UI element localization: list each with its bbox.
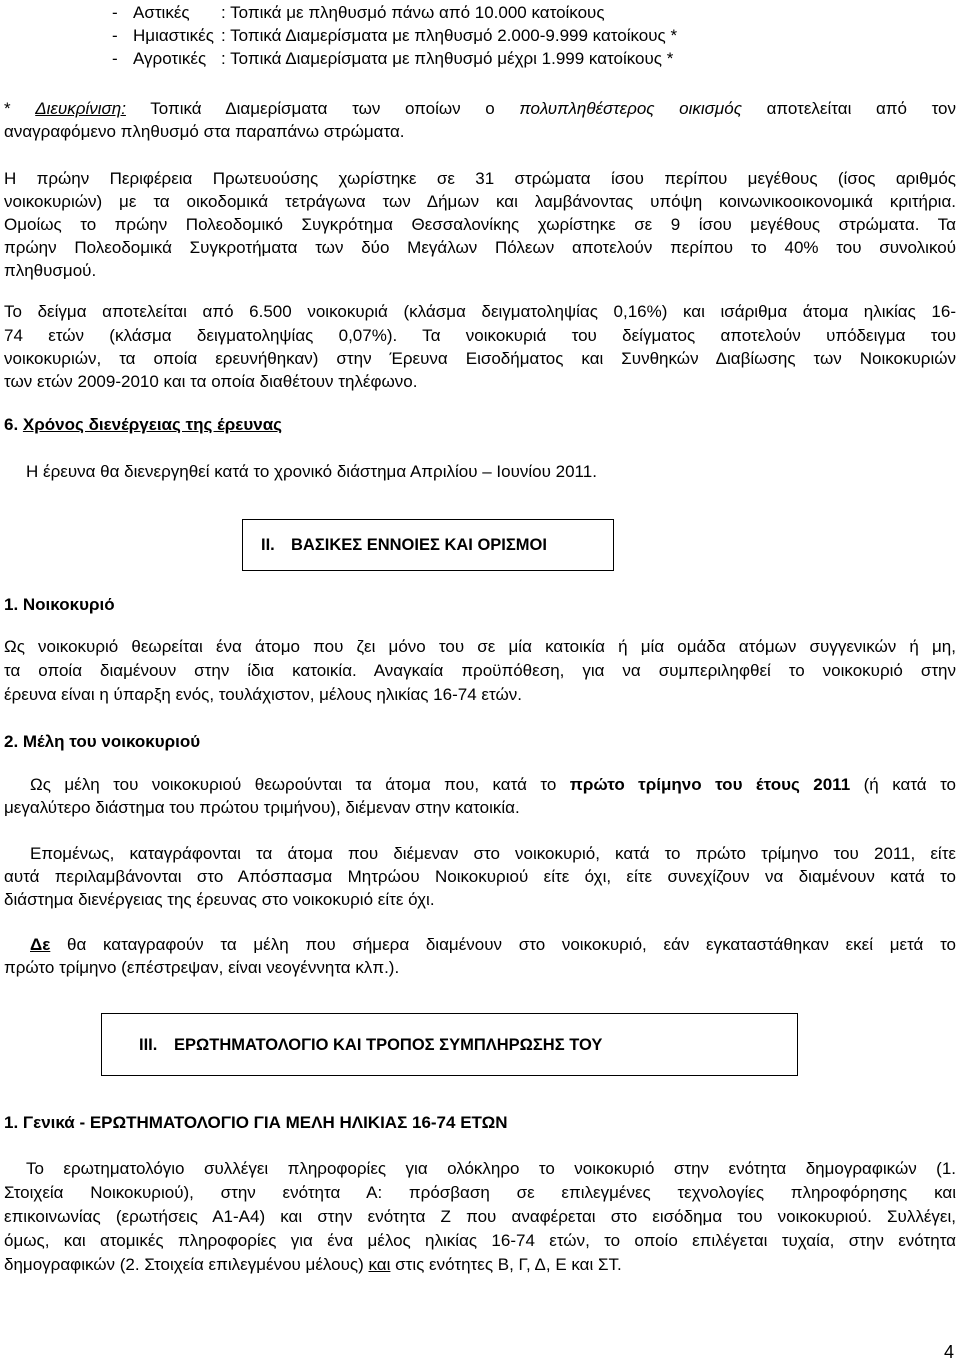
members-p3-line-1: Δε θα καταγραφούν τα μέλη που σήμερα διαμένουν στο νοικοκυριό, εάν εγκαταστάθηκαν εκεί μετά το	[30, 935, 956, 954]
paragraph-line: Το δείγμα αποτελείται από 6.500 νοικοκυριά (κλάσμα δειγματοληψίας 0,16%) και ισάριθμα άτομα ηλικίας 16-	[4, 302, 956, 321]
paragraph-line: πρώην Πολεοδομικά Συγκροτήματα των δύο Μεγάλων Πόλεων αποτελούν περίπου το 40% του συνολικού	[4, 238, 956, 257]
paragraph-line: Το ερωτηματολόγιο συλλέγει πληροφορίες για ολόκληρο το νοικοκυριό στην ενότητα δημογραφικών (1.	[26, 1159, 956, 1178]
chapter-3-heading-box: III. ΕΡΩΤΗΜΑΤΟΛΟΓΙΟ ΚΑΙ ΤΡΟΠΟΣ ΣΥΜΠΛΗΡΩΣΗΣ ΤΟΥ	[101, 1013, 798, 1076]
paragraph-line: πληθυσμού.	[4, 261, 97, 280]
paragraph-line: επικοινωνίας (ερωτήσεις Α1-Α4) και στην ενότητα Ζ που αναφέρεται στο εισόδημα του νοικοκυριού. Συλλέγει,	[4, 1207, 956, 1226]
paragraph-line: τα οποία διαμένουν στην ίδια κατοικία. Αναγκαία προϋπόθεση, για να συμπεριληφθεί το νοικοκυριό στην	[4, 661, 956, 680]
paragraph-line: διάστημα διενέργειας της έρευνας στο νοικοκυριό είτε όχι.	[4, 890, 435, 909]
paragraph-line: 74 ετών (κλάσμα δειγματοληψίας 0,07%). Τα νοικοκυριά του δείγματος αποτελούν υπόδειγμα του	[4, 326, 956, 345]
chapter-2-heading-box: II. ΒΑΣΙΚΕΣ ΕΝΝΟΙΕΣ ΚΑΙ ΟΡΙΣΜΟΙ	[242, 519, 614, 571]
clarification-line-1: * Διευκρίνιση: Τοπικά Διαμερίσματα των οποίων ο πολυπληθέστερος οικισμός αποτελείται από τον	[4, 99, 957, 118]
paragraph-line: Ομοίως το πρώην Πολεοδομικό Συγκρότημα Θεσσαλονίκης χωρίστηκε σε 9 ίσου μεγέθους στρώματα. Τα	[4, 215, 956, 234]
paragraph-line: Η πρώην Περιφέρεια Πρωτευούσης χωρίστηκε σε 31 στρώματα ίσου περίπου μεγέθους (ίσος αριθμός	[4, 169, 956, 188]
paragraph-line: Ως νοικοκυριό θεωρείται ένα άτομο που ζει μόνο του σε μία κατοικία ή μία ομάδα ατόμων συγγενικών ή μη,	[4, 637, 956, 656]
paragraph-line: νοικοκυριών) με τα οικοδομικά τετράγωνα των Δήμων και λαμβάνοντας υπόψη κοινωνικοοικονομικά κριτήρια.	[4, 192, 956, 211]
paragraph-line: νοικοκυριών, τα οποία ερευνήθηκαν) στην Έρευνα Εισοδήματος και Συνθηκών Διαβίωσης των Νοικοκυριών	[4, 349, 956, 368]
paragraph-line: όμως, και ατομικές πληροφορίες για ένα μέλος ηλικίας 16-74 ετών, το οποίο επιλέγεται τυχαία, στην ενότητα	[4, 1231, 956, 1250]
clarification-line-2: αναγραφόμενο πληθυσμό στα παραπάνω στρώματα.	[4, 122, 405, 141]
general-heading: 1. Γενικά - ΕΡΩΤΗΜΑΤΟΛΟΓΙΟ ΓΙΑ ΜΕΛΗ ΗΛΙΚΙΑΣ 16-74 ΕΤΩΝ	[4, 1113, 508, 1132]
paragraph-line: έρευνα είναι η ύπαρξη ενός, τουλάχιστον, μέλους ηλικίας 16-74 ετών.	[4, 685, 522, 704]
section-6-heading: 6. Χρόνος διενέργειας της έρευνας	[4, 415, 282, 434]
paragraph-line: των ετών 2009-2010 και τα οποία διαθέτουν τηλέφωνο.	[4, 372, 418, 391]
members-p1-line-1: Ως μέλη του νοικοκυριού θεωρούνται τα άτομα που, κατά το πρώτο τρίμηνο του έτους 2011 (ή κατά το	[30, 775, 957, 794]
page-number: 4	[943, 1342, 954, 1362]
paragraph-line: μεγαλύτερο διάστημα του πρώτου τριμήνου), διέμεναν στην κατοικία.	[4, 798, 520, 817]
general-last-line: δημογραφικών (2. Στοιχεία επιλεγμένου μέλους) και στις ενότητες Β, Γ, Δ, Ε και ΣΤ.	[4, 1255, 622, 1274]
paragraph-line: Επομένως, καταγράφονται τα άτομα που διέμεναν στο νοικοκυριό, κατά το πρώτο τρίμηνο του 2011, είτε	[30, 844, 956, 863]
members-heading: 2. Μέλη του νοικοκυριού	[4, 732, 201, 751]
section-6-text: Η έρευνα θα διενεργηθεί κατά το χρονικό διάστημα Απριλίου – Ιουνίου 2011.	[26, 462, 597, 481]
list-item: - Αγροτικές : Τοπικά Διαμερίσματα με πληθυσμό μέχρι 1.999 κατοίκους *	[112, 49, 674, 68]
paragraph-line: Στοιχεία Νοικοκυριού), στην ενότητα Α: πρόσβαση σε επιλεγμένες τεχνολογίες πληροφόρησης και	[4, 1183, 956, 1202]
paragraph-line: αυτά περιλαμβάνονται στο Απόσπασμα Μητρώου Νοικοκυριού είτε όχι, είτε συνεχίζουν να διαμένουν κατά το	[4, 867, 956, 886]
list-item: - Αστικές : Τοπικά με πληθυσμό πάνω από 10.000 κατοίκους	[112, 3, 605, 22]
list-item: - Ημιαστικές : Τοπικά Διαμερίσματα με πληθυσμό 2.000-9.999 κατοίκους *	[112, 26, 678, 45]
paragraph-line: πρώτο τρίμηνο (επέστρεψαν, είναι νεογέννητα κλπ.).	[4, 958, 400, 977]
household-heading: 1. Νοικοκυριό	[4, 595, 115, 614]
